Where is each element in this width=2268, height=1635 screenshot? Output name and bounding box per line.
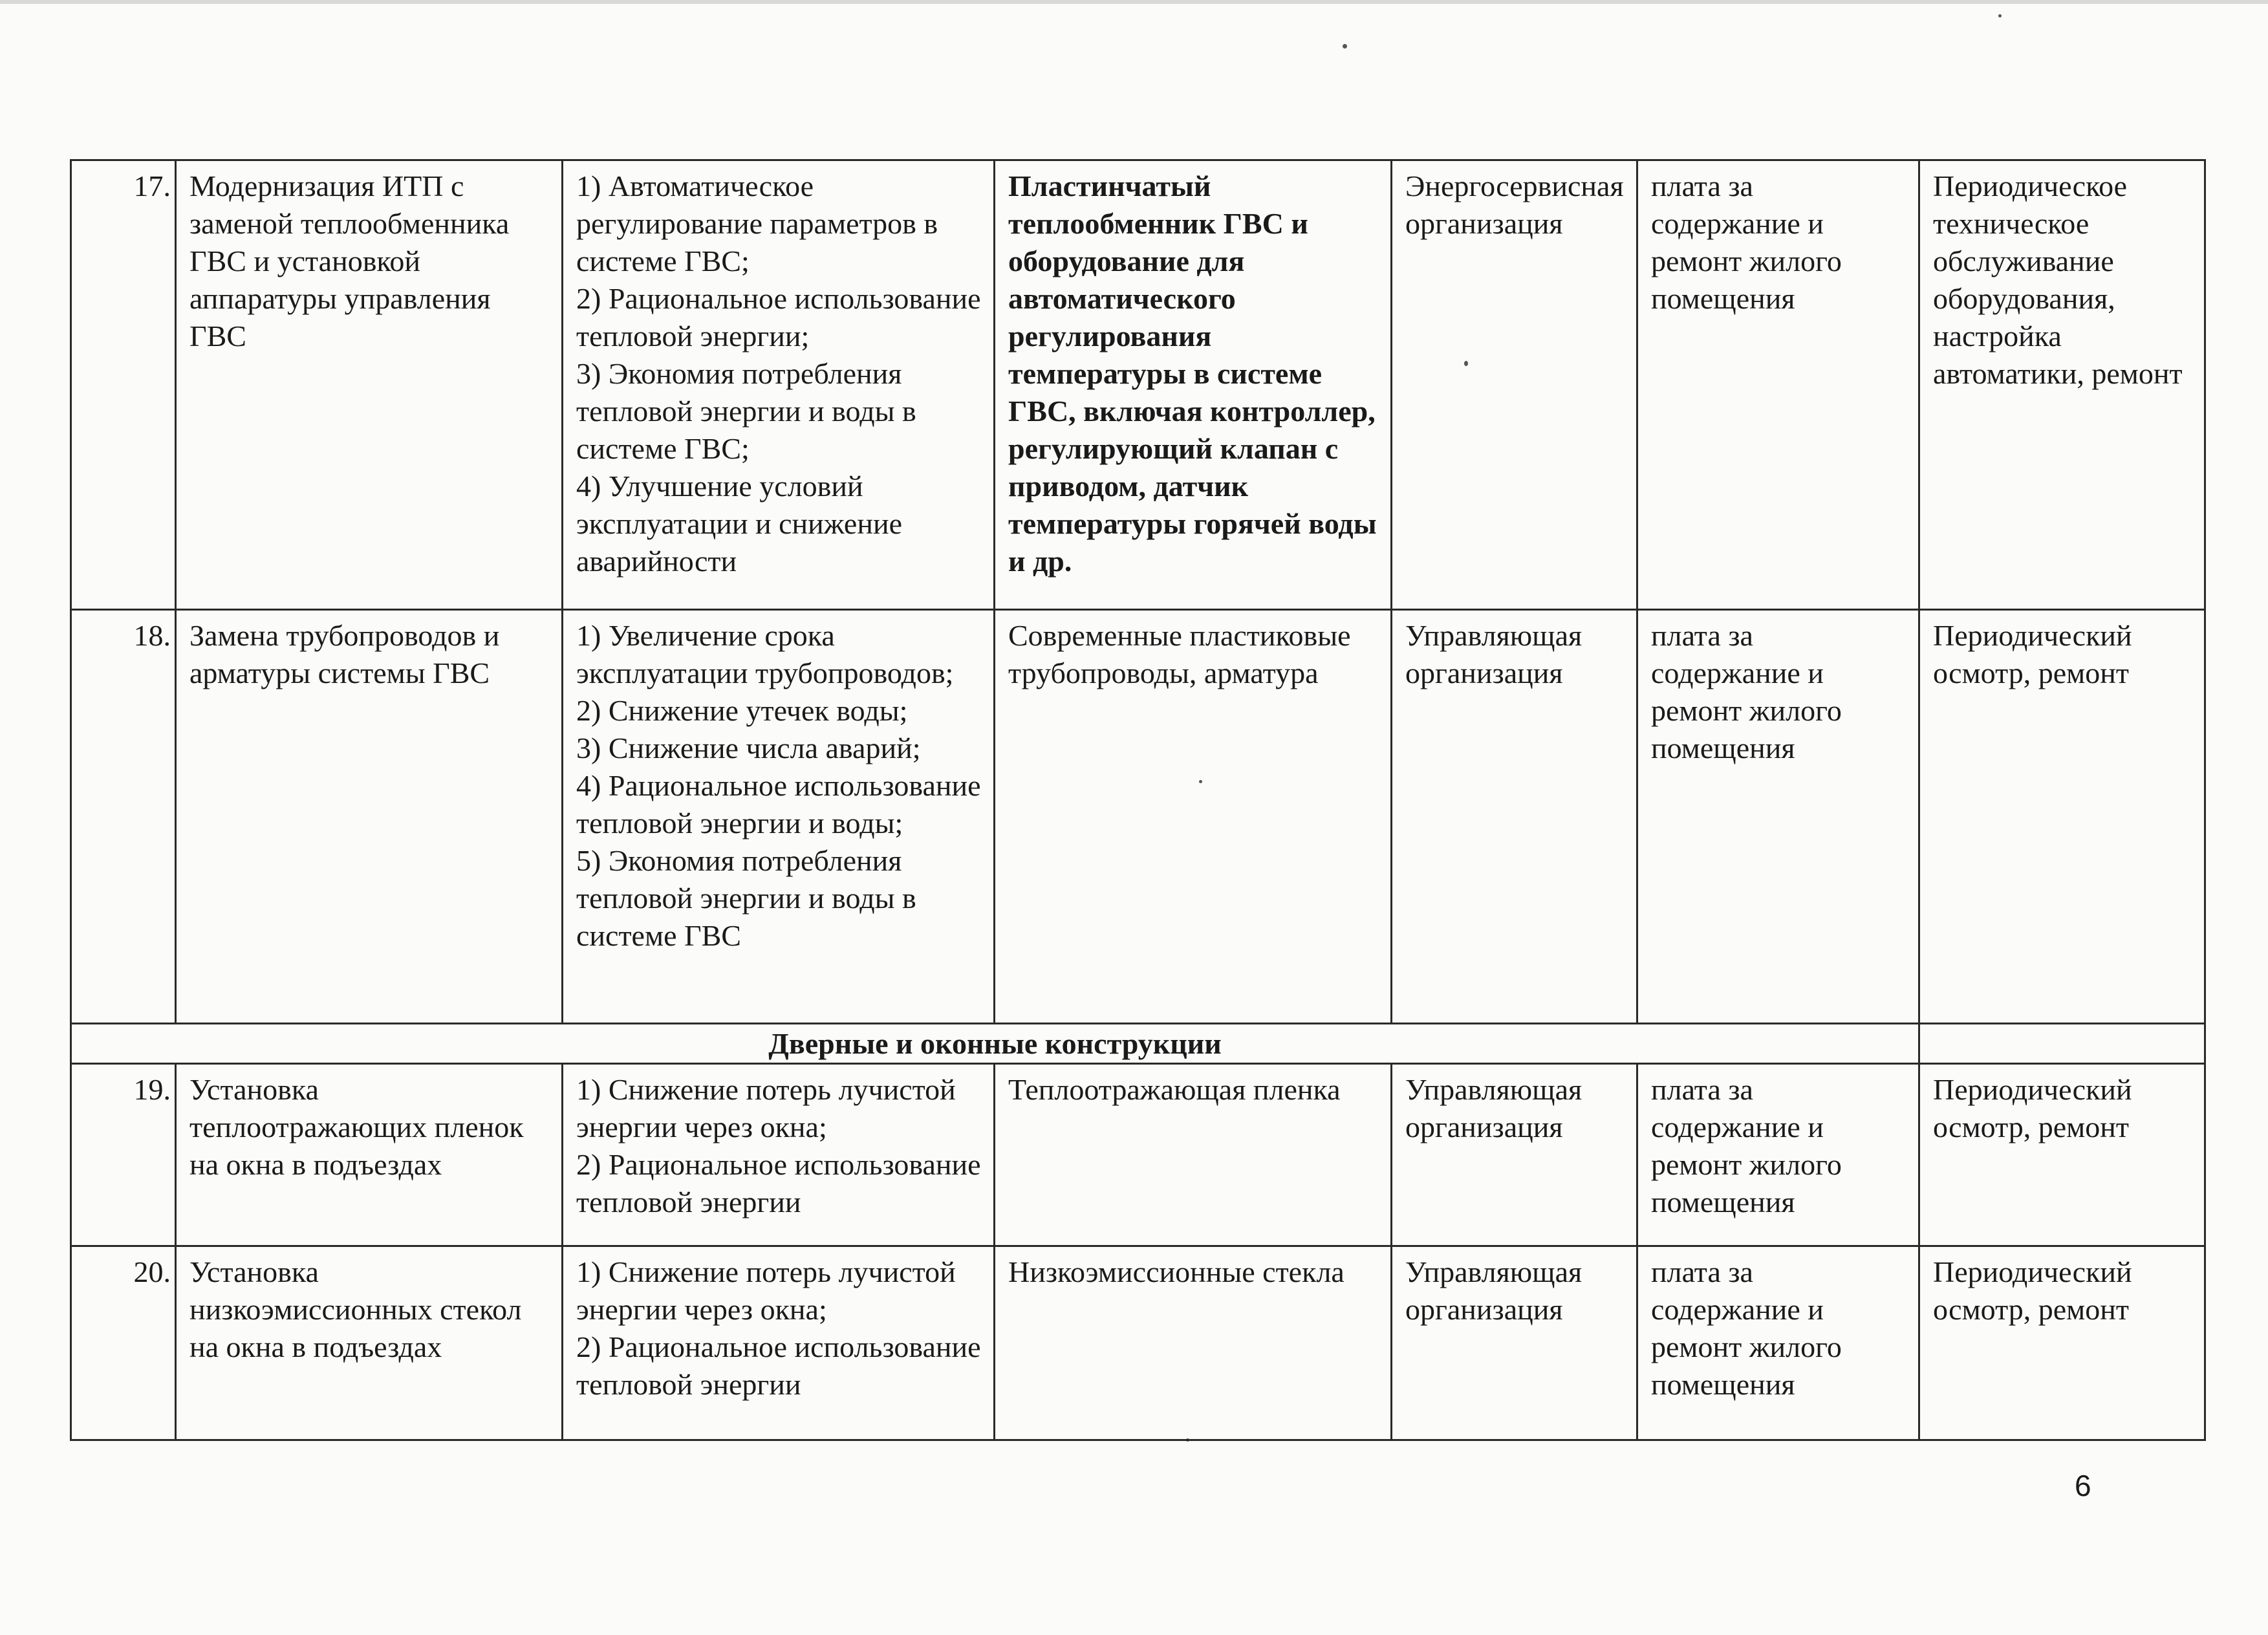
table-row — [71, 1246, 2205, 1440]
effect-cell — [563, 1246, 995, 1440]
effect-item: 5) Экономия потребления тепловой энергии и воды в системе ГВС — [576, 844, 916, 952]
scan-speck — [1998, 14, 2002, 17]
funding-source-cell: плата за содержание и ремонт жилого помещения — [1637, 160, 1919, 610]
effect-cell — [563, 610, 995, 1024]
effect-item: 2) Рациональное использование тепловой энергии; — [576, 282, 981, 352]
table-row — [71, 1064, 2205, 1246]
executor-cell: Энергосервисная организация — [1392, 160, 1637, 610]
effect-item: 2) Рациональное использование тепловой энергии — [576, 1148, 981, 1218]
table-row — [71, 610, 2205, 1024]
equipment-cell: Теплоотражающая пленка — [995, 1064, 1392, 1246]
maintenance-cell: Периодическое техническое обслуживание оборудования, настройка автоматики, ремонт — [1919, 160, 2205, 610]
effect-item: 2) Снижение утечек воды; — [576, 694, 908, 727]
measures-table — [70, 159, 2206, 1441]
scan-speck — [1343, 44, 1347, 49]
maintenance-cell: Периодический осмотр, ремонт — [1919, 610, 2205, 1024]
section-title: Дверные и оконные конструкции — [71, 1024, 1919, 1064]
funding-source-cell: плата за содержание и ремонт жилого помещения — [1637, 1064, 1919, 1246]
effect-item: 4) Рациональное использование тепловой энергии и воды; — [576, 769, 981, 839]
effect-item: 1) Снижение потерь лучистой энергии через окна; — [576, 1073, 956, 1143]
row-number: 20. — [71, 1246, 176, 1440]
maintenance-cell: Периодический осмотр, ремонт — [1919, 1064, 2205, 1246]
measure-cell: Установка теплоотражающих пленок на окна в подъездах — [176, 1064, 563, 1246]
effect-item: 2) Рациональное использование тепловой энергии — [576, 1330, 981, 1401]
equipment-cell: Современные пластиковые трубопроводы, арматура — [995, 610, 1392, 1024]
effect-cell — [563, 160, 995, 610]
effect-item: 1) Автоматическое регулирование параметров в системе ГВС; — [576, 169, 938, 277]
row-number: 17. — [71, 160, 176, 610]
measure-cell: Установка низкоэмиссионных стекол на окна в подъездах — [176, 1246, 563, 1440]
effect-item: 3) Экономия потребления тепловой энергии и воды в системе ГВС; — [576, 357, 916, 465]
page-number: 6 — [2075, 1469, 2091, 1502]
funding-source-cell: плата за содержание и ремонт жилого помещения — [1637, 1246, 1919, 1440]
equipment-cell: Пластинчатый теплообменник ГВС и оборудование для автоматического регулирования температуры в системе ГВС, включая контроллер, регулирующий клапан с приводом, датчик температуры горячей воды и др. — [995, 160, 1392, 610]
section-header-row — [71, 1024, 2205, 1064]
equipment-cell: Низкоэмиссионные стекла — [995, 1246, 1392, 1440]
effect-item: 4) Улучшение условий эксплуатации и снижение аварийности — [576, 470, 903, 578]
executor-cell: Управляющая организация — [1392, 1246, 1637, 1440]
row-number: 18. — [71, 610, 176, 1024]
funding-source-cell: плата за содержание и ремонт жилого помещения — [1637, 610, 1919, 1024]
scan-top-edge — [0, 0, 2268, 4]
maintenance-cell: Периодический осмотр, ремонт — [1919, 1246, 2205, 1440]
table-row — [71, 160, 2205, 610]
empty-cell — [1919, 1024, 2205, 1064]
measure-cell: Замена трубопроводов и арматуры системы ГВС — [176, 610, 563, 1024]
effect-item: 3) Снижение числа аварий; — [576, 731, 921, 764]
executor-cell: Управляющая организация — [1392, 1064, 1637, 1246]
measure-cell: Модернизация ИТП с заменой теплообменника ГВС и установкой аппаратуры управления ГВС — [176, 160, 563, 610]
effect-item: 1) Снижение потерь лучистой энергии через окна; — [576, 1255, 956, 1326]
effect-cell — [563, 1064, 995, 1246]
effect-item: 1) Увеличение срока эксплуатации трубопроводов; — [576, 619, 954, 689]
executor-cell: Управляющая организация — [1392, 610, 1637, 1024]
row-number: 19. — [71, 1064, 176, 1246]
